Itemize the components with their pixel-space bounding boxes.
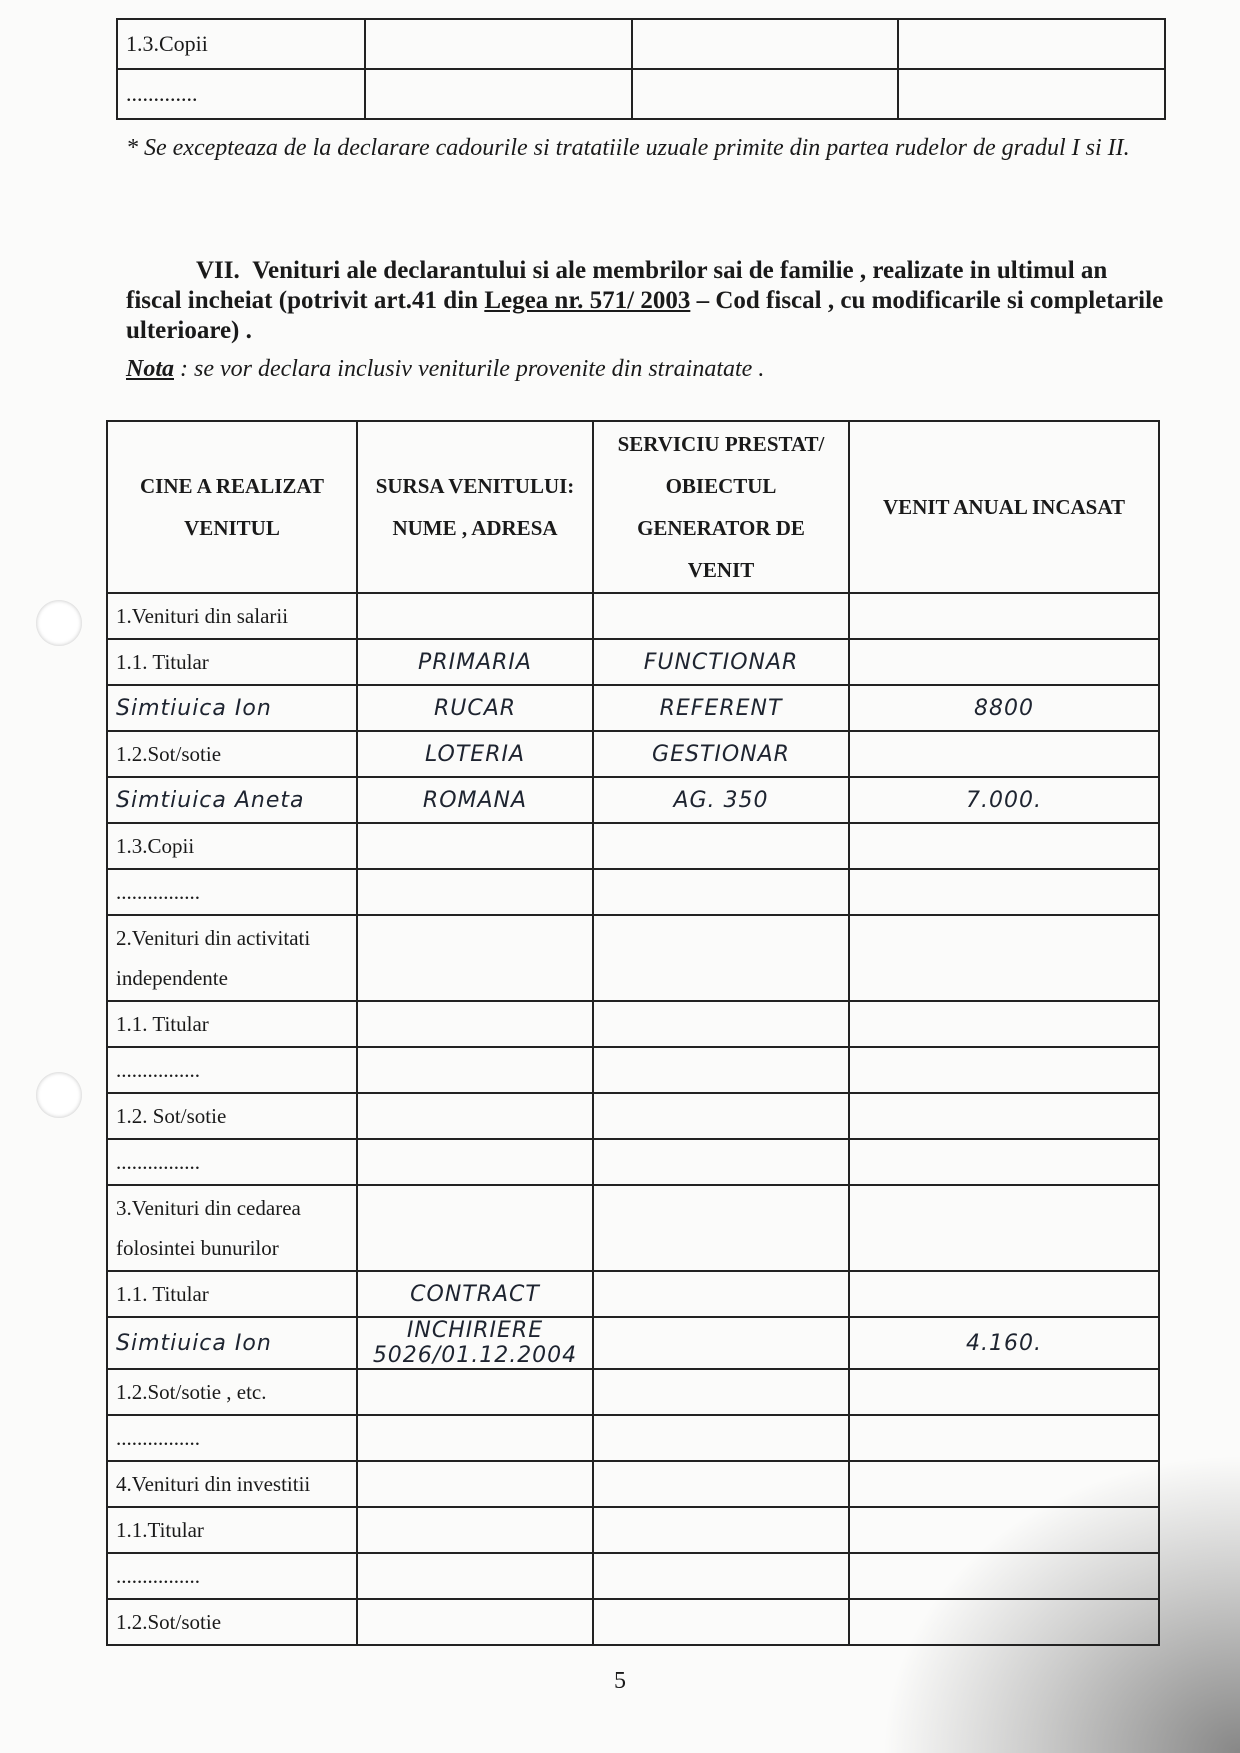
table-row — [107, 1599, 1159, 1645]
table-row — [107, 915, 1159, 1001]
cell-amount — [849, 731, 1159, 777]
cell-amount: 4.160. — [849, 1317, 1159, 1369]
cell-amount — [849, 1599, 1159, 1645]
cell-who: 1.1. Titular — [107, 639, 357, 685]
cell-source: RUCAR — [357, 685, 593, 731]
empty-cell — [632, 69, 899, 119]
table-row — [107, 1553, 1159, 1599]
table-row — [107, 685, 1159, 731]
cell-service — [593, 1001, 849, 1047]
empty-cell — [632, 19, 899, 69]
table-row — [107, 1047, 1159, 1093]
table-row — [107, 777, 1159, 823]
cell-service — [593, 1139, 849, 1185]
table-row — [107, 593, 1159, 639]
cell-amount — [849, 1047, 1159, 1093]
cell-who: 1.Venituri din salarii — [107, 593, 357, 639]
nota-label: Nota — [126, 356, 174, 382]
empty-cell — [898, 69, 1165, 119]
cell-service — [593, 1185, 849, 1271]
cell-amount — [849, 1553, 1159, 1599]
header-source: SURSA VENITULUI: NUME , ADRESA — [357, 421, 593, 593]
cell-source — [357, 1599, 593, 1645]
cell-service: FUNCTIONAR — [593, 639, 849, 685]
children-gifts-table — [116, 18, 1166, 120]
table-row — [107, 1369, 1159, 1415]
cell-source — [357, 1093, 593, 1139]
cell-who: Simtiuica Ion — [107, 685, 357, 731]
table-row — [107, 1139, 1159, 1185]
cell-source — [357, 823, 593, 869]
cell-amount — [849, 1507, 1159, 1553]
row-label: 1.3.Copii — [117, 19, 365, 69]
cell-source — [357, 1507, 593, 1553]
cell-who: ................ — [107, 869, 357, 915]
cell-service — [593, 869, 849, 915]
cell-who: 1.2.Sot/sotie — [107, 1599, 357, 1645]
table-row — [107, 1461, 1159, 1507]
table-row — [107, 1507, 1159, 1553]
table-row — [107, 823, 1159, 869]
cell-who: ................ — [107, 1047, 357, 1093]
table-row — [107, 639, 1159, 685]
cell-amount — [849, 1185, 1159, 1271]
cell-service — [593, 593, 849, 639]
cell-source: PRIMARIA — [357, 639, 593, 685]
table-row — [117, 69, 1165, 119]
cell-who: 1.2.Sot/sotie , etc. — [107, 1369, 357, 1415]
section-number: VII. — [196, 257, 240, 284]
page-number: 5 — [614, 1668, 626, 1694]
cell-service — [593, 1271, 849, 1317]
section-title-end: – Cod fiscal , cu modificarile si completarile ulterioare) . — [126, 287, 1164, 344]
cell-service: GESTIONAR — [593, 731, 849, 777]
cell-service — [593, 1415, 849, 1461]
header-row — [107, 421, 1159, 593]
cell-who: Simtiuica Ion — [107, 1317, 357, 1369]
table-row — [117, 19, 1165, 69]
cell-who: 1.2.Sot/sotie — [107, 731, 357, 777]
empty-cell — [898, 19, 1165, 69]
table-row — [107, 1093, 1159, 1139]
table-row — [107, 1415, 1159, 1461]
cell-who: 1.1.Titular — [107, 1507, 357, 1553]
cell-amount — [849, 915, 1159, 1001]
cell-amount — [849, 1139, 1159, 1185]
cell-amount — [849, 593, 1159, 639]
income-table-body — [107, 593, 1159, 1645]
gifts-exception-note: * Se excepteaza de la declarare cadourile si tratatiile uzuale primite din partea rudelor de gradul I si II. — [126, 135, 1130, 161]
cell-service — [593, 1461, 849, 1507]
cell-source: CONTRACT — [357, 1271, 593, 1317]
header-who: CINE A REALIZAT VENITUL — [107, 421, 357, 593]
cell-amount — [849, 639, 1159, 685]
table-row — [107, 1185, 1159, 1271]
cell-who: Simtiuica Aneta — [107, 777, 357, 823]
table-row — [107, 1271, 1159, 1317]
cell-service — [593, 1507, 849, 1553]
cell-service — [593, 1093, 849, 1139]
income-table — [106, 420, 1160, 1646]
nota-line — [126, 356, 1166, 383]
cell-who: ................ — [107, 1415, 357, 1461]
cell-amount — [849, 1415, 1159, 1461]
cell-amount — [849, 1461, 1159, 1507]
table-row — [107, 731, 1159, 777]
cell-source — [357, 1139, 593, 1185]
cell-service — [593, 823, 849, 869]
cell-source — [357, 1185, 593, 1271]
cell-source — [357, 869, 593, 915]
cell-amount: 7.000. — [849, 777, 1159, 823]
cell-who: 1.2. Sot/sotie — [107, 1093, 357, 1139]
cell-who: 1.1. Titular — [107, 1271, 357, 1317]
cell-source — [357, 915, 593, 1001]
cell-source — [357, 1415, 593, 1461]
cell-amount — [849, 1271, 1159, 1317]
cell-service — [593, 1317, 849, 1369]
cell-who: ................ — [107, 1553, 357, 1599]
cell-service — [593, 1553, 849, 1599]
cell-amount — [849, 823, 1159, 869]
cell-amount — [849, 1001, 1159, 1047]
cell-source: ROMANA — [357, 777, 593, 823]
cell-who: ................ — [107, 1139, 357, 1185]
cell-amount: 8800 — [849, 685, 1159, 731]
cell-amount — [849, 869, 1159, 915]
row-label: ............. — [117, 69, 365, 119]
cell-who: 1.1. Titular — [107, 1001, 357, 1047]
table-row — [107, 1001, 1159, 1047]
cell-source: INCHIRIERE 5026/01.12.2004 — [357, 1317, 593, 1369]
punch-hole — [36, 1072, 82, 1118]
cell-who: 1.3.Copii — [107, 823, 357, 869]
cell-who: 2.Venituri din activitati independente — [107, 915, 357, 1001]
cell-source — [357, 593, 593, 639]
header-service: SERVICIU PRESTAT/ OBIECTUL GENERATOR DE VENIT — [593, 421, 849, 593]
cell-amount — [849, 1369, 1159, 1415]
cell-service: REFERENT — [593, 685, 849, 731]
cell-service — [593, 1047, 849, 1093]
empty-cell — [365, 19, 632, 69]
cell-who: 3.Venituri din cedarea folosintei bunurilor — [107, 1185, 357, 1271]
cell-service — [593, 1599, 849, 1645]
header-amount: VENIT ANUAL INCASAT — [849, 421, 1159, 593]
cell-service — [593, 915, 849, 1001]
punch-hole — [36, 600, 82, 646]
cell-source — [357, 1461, 593, 1507]
cell-source: LOTERIA — [357, 731, 593, 777]
cell-source — [357, 1553, 593, 1599]
cell-source — [357, 1001, 593, 1047]
nota-text: : se vor declara inclusiv veniturile provenite din strainatate . — [174, 356, 765, 382]
cell-service — [593, 1369, 849, 1415]
cell-amount — [849, 1093, 1159, 1139]
cell-who: 4.Venituri din investitii — [107, 1461, 357, 1507]
section-heading — [126, 256, 1166, 346]
cell-source — [357, 1047, 593, 1093]
cell-service: AG. 350 — [593, 777, 849, 823]
table-row — [107, 1317, 1159, 1369]
law-reference: Legea nr. 571/ 2003 — [484, 287, 691, 314]
cell-source — [357, 1369, 593, 1415]
empty-cell — [365, 69, 632, 119]
section-title: Venituri ale declarantului si ale membrilor sai de familie , realizate in ultimul an fiscal incheiat (potrivit art.41 din — [126, 257, 1108, 314]
table-row — [107, 869, 1159, 915]
